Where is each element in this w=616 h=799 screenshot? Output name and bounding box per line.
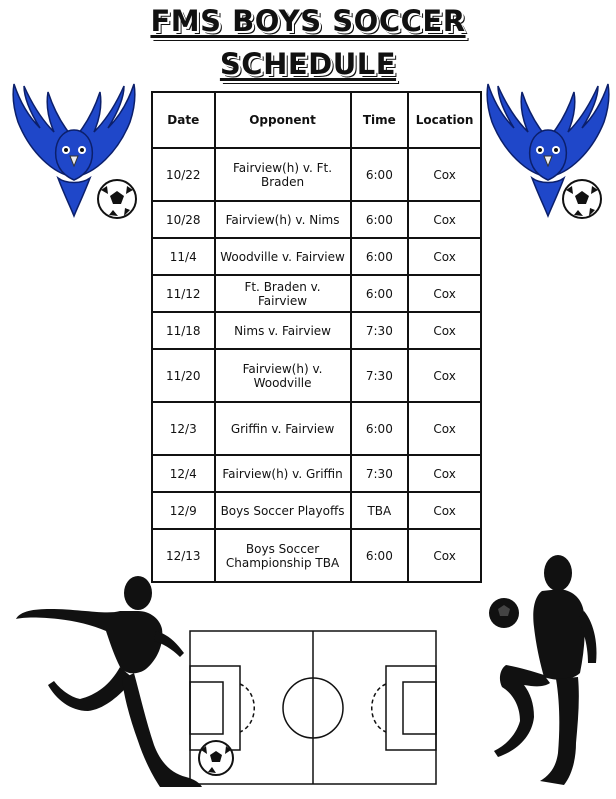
cell-opponent: Fairview(h) v. Nims	[215, 201, 351, 238]
cell-location: Cox	[408, 275, 481, 312]
cell-date: 12/3	[152, 402, 215, 455]
cell-time: 7:30	[351, 312, 409, 349]
cell-location: Cox	[408, 402, 481, 455]
table-row	[152, 275, 481, 312]
cell-date: 11/18	[152, 312, 215, 349]
cell-opponent: Griffin v. Fairview	[215, 402, 351, 455]
cell-date: 10/28	[152, 201, 215, 238]
soccer-player-kicking-icon	[10, 575, 210, 790]
soccer-player-juggling-icon	[480, 553, 610, 788]
soccer-ball-icon	[489, 598, 519, 628]
cell-location: Cox	[408, 312, 481, 349]
cell-date: 12/13	[152, 529, 215, 582]
cell-time: 6:00	[351, 238, 409, 275]
cell-location: Cox	[408, 492, 481, 529]
soccer-field-icon	[189, 630, 437, 785]
cell-date: 11/20	[152, 349, 215, 402]
cell-opponent: Fairview(h) v. Griffin	[215, 455, 351, 492]
cell-date: 12/4	[152, 455, 215, 492]
cell-opponent: Woodville v. Fairview	[215, 238, 351, 275]
eagle-mascot-icon-left	[8, 82, 140, 222]
header-location: Location	[408, 92, 481, 148]
table-header-row	[152, 92, 481, 148]
cell-opponent: Nims v. Fairview	[215, 312, 351, 349]
cell-opponent: Boys Soccer Championship TBA	[215, 529, 351, 582]
header-time: Time	[351, 92, 409, 148]
cell-opponent: Fairview(h) v. Ft. Braden	[215, 148, 351, 201]
cell-location: Cox	[408, 148, 481, 201]
cell-location: Cox	[408, 529, 481, 582]
cell-date: 11/4	[152, 238, 215, 275]
cell-time: 6:00	[351, 275, 409, 312]
cell-time: 6:00	[351, 529, 409, 582]
table-row	[152, 238, 481, 275]
schedule-table	[151, 91, 482, 583]
cell-time: 6:00	[351, 402, 409, 455]
table-row	[152, 201, 481, 238]
cell-location: Cox	[408, 201, 481, 238]
cell-location: Cox	[408, 238, 481, 275]
soccer-ball-icon	[98, 180, 136, 218]
cell-time: 6:00	[351, 201, 409, 238]
title-line-2: SCHEDULE	[219, 47, 397, 81]
title-line-1: FMS BOYS SOCCER	[150, 4, 466, 38]
cell-date: 11/12	[152, 275, 215, 312]
eagle-mascot-icon-right	[482, 82, 614, 222]
cell-date: 10/22	[152, 148, 215, 201]
cell-opponent: Fairview(h) v. Woodville	[215, 349, 351, 402]
cell-time: 7:30	[351, 349, 409, 402]
cell-location: Cox	[408, 455, 481, 492]
cell-opponent: Ft. Braden v. Fairview	[215, 275, 351, 312]
table-row	[152, 148, 481, 201]
table-row	[152, 349, 481, 402]
soccer-ball-icon	[563, 180, 601, 218]
cell-location: Cox	[408, 349, 481, 402]
table-row	[152, 455, 481, 492]
cell-date: 12/9	[152, 492, 215, 529]
header-opponent: Opponent	[215, 92, 351, 148]
cell-time: TBA	[351, 492, 409, 529]
cell-time: 7:30	[351, 455, 409, 492]
cell-time: 6:00	[351, 148, 409, 201]
header-date: Date	[152, 92, 215, 148]
table-row	[152, 402, 481, 455]
table-row	[152, 492, 481, 529]
cell-opponent: Boys Soccer Playoffs	[215, 492, 351, 529]
table-row	[152, 312, 481, 349]
